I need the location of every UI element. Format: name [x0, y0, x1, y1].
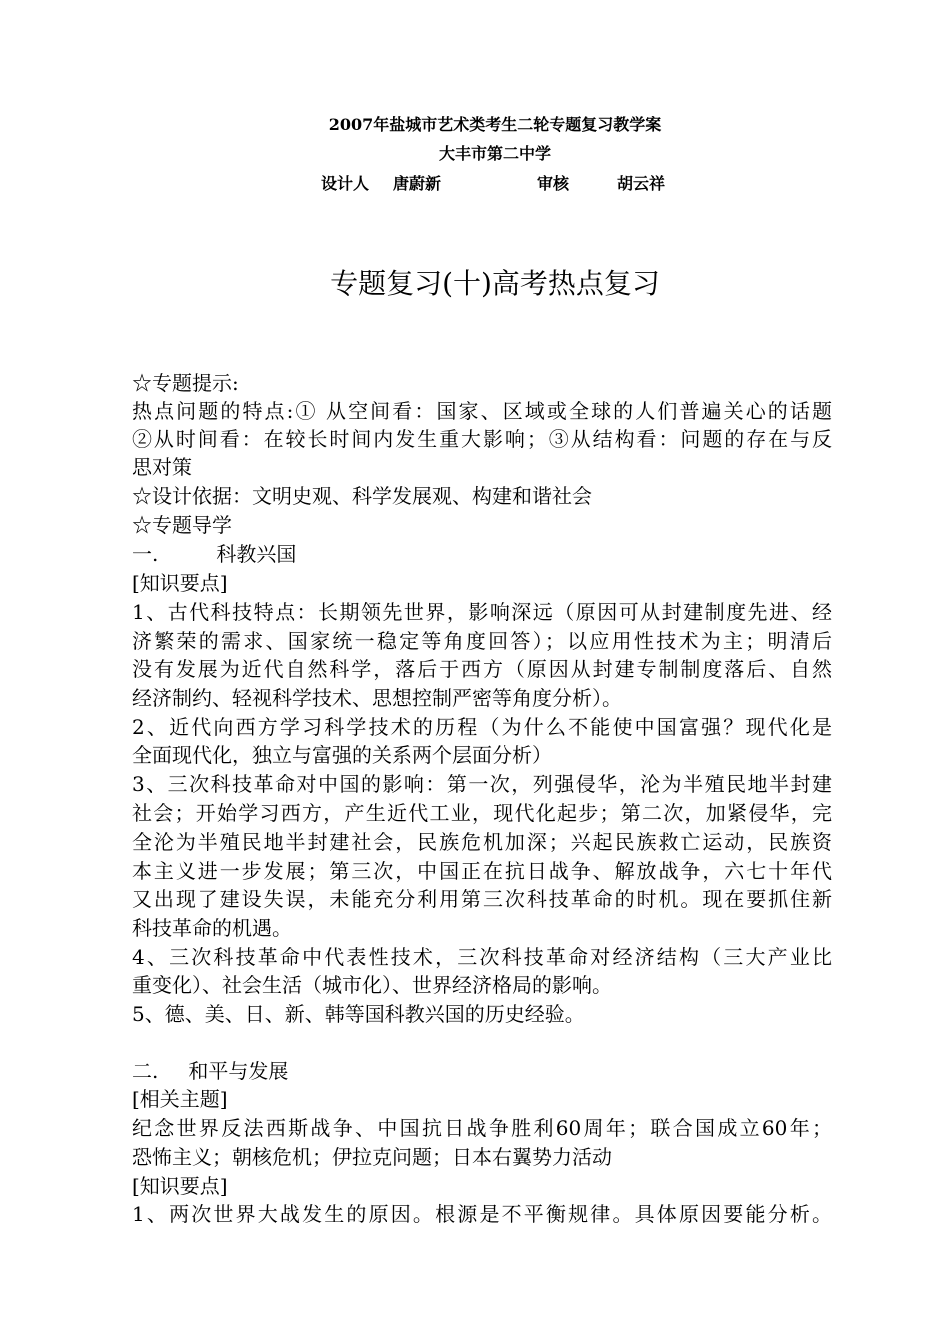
- design-basis: ☆设计依据：文明史观、科学发展观、构建和谐社会: [132, 484, 592, 508]
- body-line: 本主义进一步发展；第三次，中国正在抗日战争、解放战争，六七十年代: [132, 859, 832, 883]
- body-line: ②从时间看：在较长时间内发生重大影响；③从结构看：问题的存在与反: [132, 427, 832, 451]
- section-one-title: 科教兴国: [216, 542, 297, 566]
- page-title: 专题复习(十)高考热点复习: [330, 267, 660, 300]
- reviewer-label: 审核: [537, 174, 570, 193]
- body-line: 重变化）、社会生活（城市化）、世界经济格局的影响。: [132, 973, 612, 997]
- header-school: 大丰市第二中学: [438, 144, 551, 163]
- designer-label: 设计人: [320, 174, 369, 193]
- section-two-heading: [132, 1057, 832, 1086]
- body-line: 科技革命的机遇。: [132, 916, 292, 940]
- body-line: 思对策: [132, 455, 192, 479]
- reviewer-name: 胡云祥: [617, 174, 666, 193]
- knowledge-points-heading: [知识要点]: [132, 571, 228, 595]
- body-line: 4、三次科技革命中代表性技术，三次科技革命对经济结构（三大产业比: [132, 945, 832, 969]
- body-line: 全沦为半殖民地半封建社会，民族危机加深；兴起民族救亡运动，民族资: [132, 830, 832, 854]
- header-line-1: 2007年盐城市艺术类考生二轮专题复习教学案: [328, 115, 662, 134]
- body-line: 纪念世界反法西斯战争、中国抗日战争胜利60周年；联合国成立60年；: [132, 1116, 832, 1140]
- body-line: 社会；开始学习西方，产生近代工业，现代化起步；第二次，加紧侵华，完: [132, 801, 832, 825]
- section-one-heading: [132, 540, 832, 569]
- body-line: 2、近代向西方学习科学技术的历程（为什么不能使中国富强？现代化是: [132, 715, 832, 739]
- header-credits: [18, 174, 950, 194]
- body-line: 恐怖主义；朝核危机；伊拉克问题；日本右翼势力活动: [132, 1145, 612, 1169]
- body-line: 3、三次科技革命对中国的影响：第一次，列强侵华，沦为半殖民地半封建: [132, 772, 832, 796]
- body-line: 没有发展为近代自然科学，落后于西方（原因从封建专制制度落后、自然: [132, 657, 832, 681]
- body-line: 1、古代科技特点：长期领先世界，影响深远（原因可从封建制度先进、经: [132, 600, 832, 624]
- body-line: 又出现了建设失误，未能充分利用第三次科技革命的时机。现在要抓住新: [132, 887, 832, 911]
- topic-guide-heading: ☆专题导学: [132, 513, 232, 537]
- body-line: 5、德、美、日、新、韩等国科教兴国的历史经验。: [132, 1002, 585, 1026]
- section-two-number: 二.: [132, 1059, 159, 1083]
- related-topics-heading: [相关主题]: [132, 1087, 228, 1111]
- body-line: 热点问题的特点:① 从空间看：国家、区域或全球的人们普遍关心的话题: [132, 399, 832, 423]
- body-line: 经济制约、轻视科学技术、思想控制严密等角度分析）。: [132, 686, 622, 710]
- body-line: 济繁荣的需求、国家统一稳定等角度回答）；以应用性技术为主；明清后: [132, 629, 832, 653]
- body-line: 1、两次世界大战发生的原因。根源是不平衡规律。具体原因要能分析。: [132, 1202, 832, 1226]
- body-line: 全面现代化，独立与富强的关系两个层面分析）: [132, 743, 552, 767]
- section-two-title: 和平与发展: [188, 1059, 289, 1083]
- section-one-number: 一.: [132, 542, 159, 566]
- knowledge-points-heading-2: [知识要点]: [132, 1174, 228, 1198]
- topic-tip-heading: ☆专题提示:: [132, 371, 239, 395]
- designer-name: 唐蔚新: [392, 174, 441, 193]
